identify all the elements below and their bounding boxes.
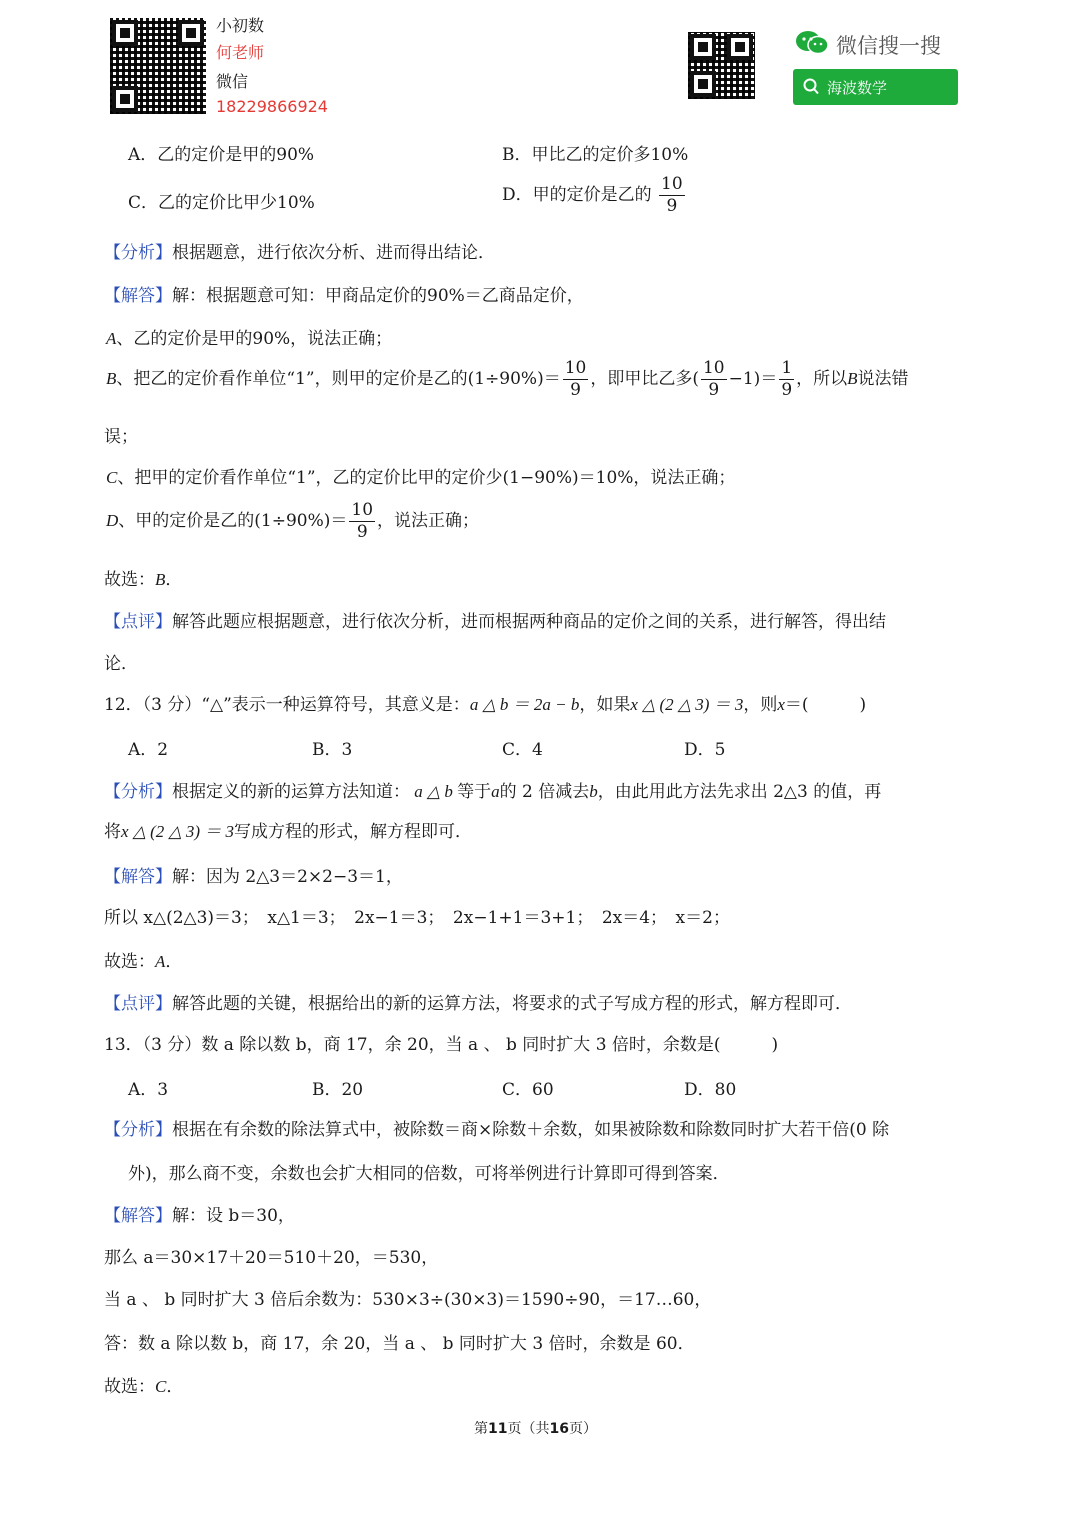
page-number: 第11页（共16页） [474, 1421, 597, 1437]
q12-option-a: A．2 [128, 740, 169, 760]
q11-option-d: D．甲的定价是乙的 $\frac{10}{9}$ [502, 174, 683, 216]
q13-stem: 13．（3 分）数 a 除以数 b，商 17，余 20，当 a 、 b 同时扩大 3 倍时，余数是( ) [104, 1035, 779, 1055]
q12-option-b: B．3 [312, 740, 353, 760]
analysis-tag: 【分析】 [104, 243, 172, 263]
q11-choose: 故选：B． [104, 570, 183, 590]
qr-code-left [110, 18, 206, 114]
q13-solution-4: 答：数 a 除以数 b，商 17，余 20，当 a 、 b 同时扩大 3 倍时，余数是 60． [104, 1334, 695, 1354]
q11-analysis: 【分析】根据题意，进行依次分析、进而得出结论． [104, 243, 495, 263]
wechat-search-bar[interactable] [793, 69, 958, 105]
q12-stem: 12．（3 分）“△”表示一种运算符号，其意义是：a △ b ＝ 2a − b，如果x △ (2 △ 3) ＝ 3，则x＝( ) [104, 695, 867, 715]
q11-solution-a: A、乙的定价是甲的90%，说法正确； [106, 329, 393, 349]
q12-analysis: 【分析】根据定义的新的运算方法知道： a △ b 等于a的 2 倍减去b，由此用此方法先求出 2△3 的值，再 [104, 782, 882, 802]
q11-solution-b: B、把乙的定价看作单位“1”，则甲的定价是乙的(1÷90%)＝ $\frac{10}{9}$ ，即甲比乙多( $\frac{10}{9}$ −1)＝ $\frac{1}{9}$ ，所以B说法错 [106, 358, 909, 400]
q13-solution-1: 【解答】解：设 b＝30， [104, 1206, 295, 1226]
q13-choose: 故选：C． [104, 1377, 184, 1397]
q12-choose: 故选：A． [104, 952, 183, 972]
fraction: $\frac{10}{9}$ [661, 174, 683, 216]
q11-option-b: B．甲比乙的定价多10% [502, 145, 689, 165]
q13-option-b: B．20 [312, 1080, 364, 1100]
q11-solution-c: C、把甲的定价看作单位“1”，乙的定价比甲的定价少(1−90%)＝10%，说法正确； [106, 468, 736, 488]
q13-solution-2: 那么 a＝30×17＋20＝510＋20，＝530， [104, 1248, 439, 1268]
q12-option-d: D．5 [684, 740, 726, 760]
q12-option-c: C．4 [502, 740, 543, 760]
q11-option-c: C．乙的定价比甲少10% [128, 193, 315, 213]
search-icon [803, 78, 819, 99]
wechat-search-title: 微信搜一搜 [836, 34, 941, 58]
q12-analysis-cont: 将x △ (2 △ 3) ＝ 3写成方程的形式，解方程即可． [104, 822, 473, 842]
q12-solution-1: 【解答】解：因为 2△3＝2×2−3＝1， [104, 867, 403, 887]
q13-analysis-cont: 外)，那么商不变，余数也会扩大相同的倍数，可将举例进行计算即可得到答案． [128, 1164, 730, 1184]
q13-option-a: A．3 [128, 1080, 169, 1100]
q13-solution-3: 当 a 、 b 同时扩大 3 倍后余数为：530×3÷(30×3)＝1590÷90，＝17…60， [104, 1290, 712, 1310]
wechat-icon [795, 30, 829, 56]
q11-solution-d: D、甲的定价是乙的(1÷90%)＝ $\frac{10}{9}$ ，说法正确； [106, 500, 480, 542]
q11-solution-b-cont: 误； [104, 427, 138, 447]
solution-tag: 【解答】 [104, 286, 172, 306]
q11-solution-intro: 【解答】解：根据题意可知：甲商品定价的90%＝乙商品定价， [104, 286, 584, 306]
wechat-search-query: 海波数学 [827, 79, 888, 97]
q12-solution-2: 所以 x△(2△3)＝3； x△1＝3； 2x−1＝3； 2x−1+1＝3+1； 2x＝4； x＝2； [104, 908, 730, 928]
contact-line-2: 何老师 [216, 43, 265, 62]
q13-option-c: C．60 [502, 1080, 554, 1100]
contact-line-1: 小初数 [216, 16, 265, 35]
comment-tag: 【点评】 [104, 612, 172, 632]
contact-line-3: 微信 [216, 72, 249, 91]
q12-comment: 【点评】解答此题的关键，根据给出的新的运算方法，将要求的式子写成方程的形式，解方程即可． [104, 994, 852, 1014]
q11-comment: 【点评】解答此题应根据题意，进行依次分析，进而根据两种商品的定价之间的关系，进行解答，得出结 [104, 612, 886, 632]
q11-option-a: A．乙的定价是甲的90% [128, 145, 315, 165]
contact-phone: 18229866924 [216, 97, 328, 116]
q13-analysis: 【分析】根据在有余数的除法算式中，被除数＝商×除数＋余数，如果被除数和除数同时扩大若干倍(0 除 [104, 1120, 890, 1140]
q11-comment-cont: 论． [104, 654, 138, 674]
q13-option-d: D．80 [684, 1080, 737, 1100]
qr-code-right [688, 32, 755, 99]
